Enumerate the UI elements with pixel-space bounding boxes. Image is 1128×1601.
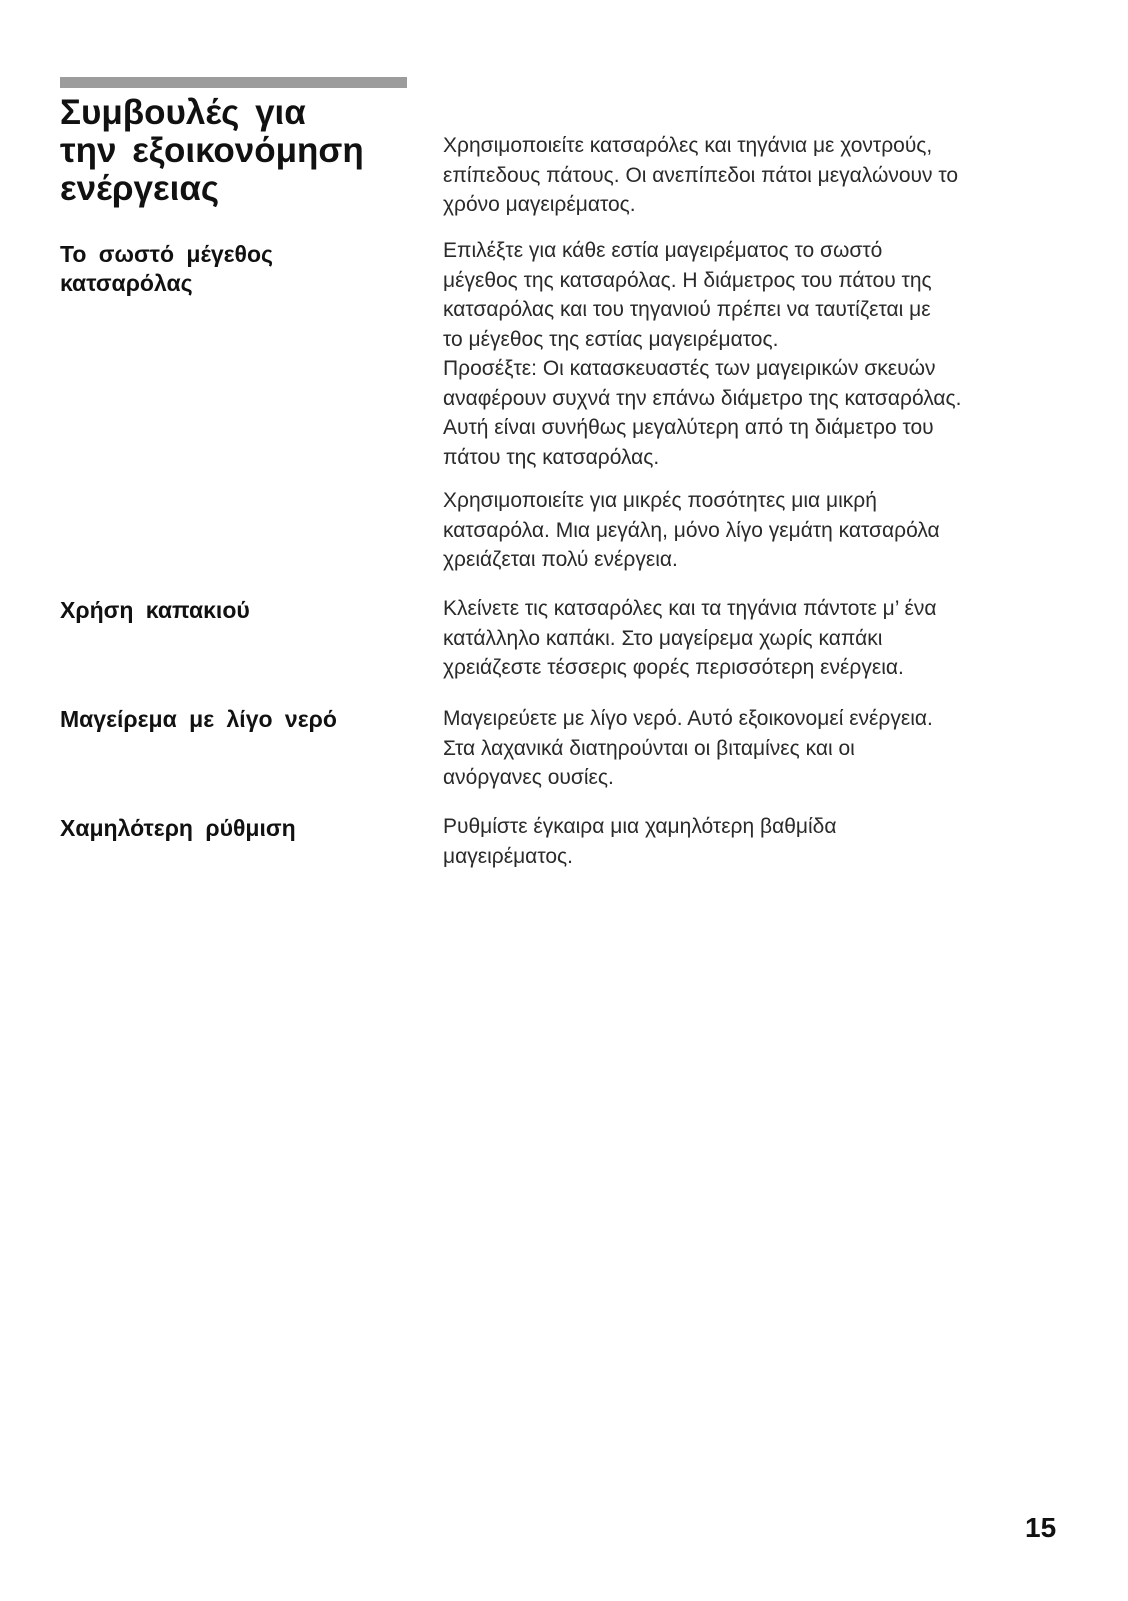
section-heading-line: Το σωστό μέγεθος bbox=[60, 241, 273, 267]
page-number: 15 bbox=[1025, 1512, 1057, 1543]
paragraph-line: το μέγεθος της εστίας μαγειρέματος. bbox=[443, 327, 779, 351]
section-heading-line: κατσαρόλας bbox=[60, 270, 193, 296]
title-rule bbox=[60, 77, 407, 88]
paragraph-line: Κλείνετε τις κατσαρόλες και τα τηγάνια πάντοτε μ’ ένα bbox=[443, 597, 937, 620]
paragraph-line: κατάλληλο καπάκι. Στο μαγείρεμα χωρίς καπάκι bbox=[443, 626, 883, 650]
page-title-line: Συμβουλές για bbox=[60, 93, 306, 132]
paragraph-line: μέγεθος της κατσαρόλας. Η διάμετρος του πάτου της bbox=[443, 268, 932, 292]
page-title bbox=[60, 94, 420, 208]
paragraph-line: μαγειρέματος. bbox=[443, 844, 573, 868]
paragraph-line: αναφέρουν συχνά την επάνω διάμετρο της κατσαρόλας. bbox=[443, 386, 962, 410]
section-heading-lid-use bbox=[60, 596, 420, 625]
paragraph-line: Προσέξτε: Οι κατασκευαστές των μαγειρικών σκευών bbox=[443, 357, 936, 380]
little-water-paragraph bbox=[443, 704, 1083, 793]
intro-paragraph bbox=[443, 131, 1083, 220]
section-heading-line: Χαμηλότερη ρύθμιση bbox=[60, 815, 296, 841]
paragraph-line: χρειάζεται πολύ ενέργεια. bbox=[443, 548, 678, 571]
paragraph-line: Αυτή είναι συνήθως μεγαλύτερη από τη διάμετρο του bbox=[443, 416, 934, 439]
paragraph-line: επίπεδους πάτους. Οι ανεπίπεδοι πάτοι μεγαλώνουν το bbox=[443, 163, 959, 187]
paragraph-line: Ρυθμίστε έγκαιρα μια χαμηλότερη βαθμίδα bbox=[443, 815, 837, 838]
paragraph-line: Χρησιμοποιείτε για μικρές ποσότητες μια μικρή bbox=[443, 489, 877, 512]
paragraph-line: ανόργανες ουσίες. bbox=[443, 766, 614, 789]
section-heading-lower-setting bbox=[60, 814, 420, 843]
paragraph-line: Χρησιμοποιείτε κατσαρόλες και τηγάνια με χοντρούς, bbox=[443, 134, 933, 157]
small-quantity-paragraph bbox=[443, 486, 1083, 575]
paragraph-line: χρειάζεστε τέσσερις φορές περισσότερη ενέργεια. bbox=[443, 656, 904, 679]
paragraph-line: κατσαρόλας και του τηγανιού πρέπει να ταυτίζεται με bbox=[443, 298, 931, 321]
page-title-line: ενέργειας bbox=[60, 169, 220, 208]
section-heading-line: Μαγείρεμα με λίγο νερό bbox=[60, 706, 337, 732]
section-heading-little-water bbox=[60, 705, 420, 734]
paragraph-line: Στα λαχανικά διατηρούνται οι βιταμίνες και οι bbox=[443, 736, 855, 760]
paragraph-line: χρόνο μαγειρέματος. bbox=[443, 193, 636, 216]
paragraph-line: Επιλέξτε για κάθε εστία μαγειρέματος το σωστό bbox=[443, 239, 883, 262]
section-heading-pot-size bbox=[60, 240, 420, 298]
lower-setting-paragraph bbox=[443, 812, 1083, 871]
page-title-line: την εξοικονόμηση bbox=[60, 131, 364, 170]
pot-size-paragraph bbox=[443, 236, 1083, 472]
paragraph-line: Μαγειρεύετε με λίγο νερό. Αυτό εξοικονομεί ενέργεια. bbox=[443, 707, 933, 730]
paragraph-line: κατσαρόλα. Μια μεγάλη, μόνο λίγο γεμάτη κατσαρόλα bbox=[443, 518, 940, 542]
lid-use-paragraph bbox=[443, 594, 1083, 683]
section-heading-line: Χρήση καπακιού bbox=[60, 597, 250, 623]
paragraph-line: πάτου της κατσαρόλας. bbox=[443, 445, 660, 469]
